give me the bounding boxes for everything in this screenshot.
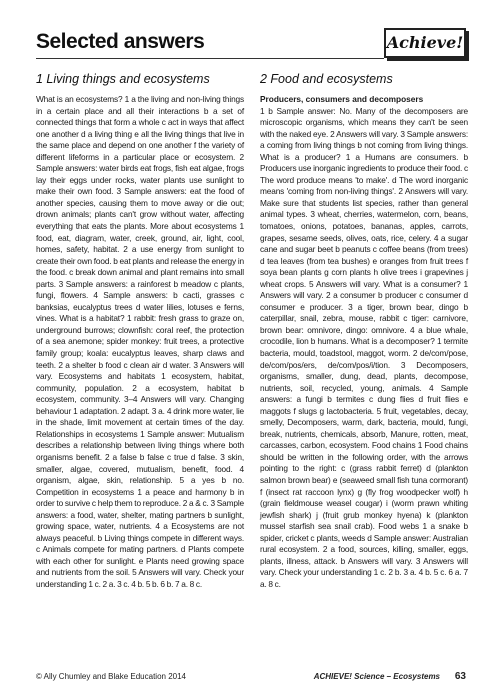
page-number: 63 [454, 671, 466, 682]
right-column [260, 72, 468, 590]
achieve-logo: Achieve! [384, 28, 466, 58]
series-title: ACHIEVE! Science – Ecosystems [313, 672, 440, 681]
copyright-notice: © Ally Chumley and Blake Education 2014 [36, 672, 186, 681]
section-heading-living-things: 1 Living things and ecosystems [36, 72, 210, 86]
right-answers-text: 1 b Sample answer: No. Many of the decomposers are microscopic organisms, which means they can't be seen with the naked eye. 2 Answers will vary. 3 Sample answers: a coming from living things b not coming from living things. What is a producer? 1 a Humans are consumers. b Producers use inorganic ingredients to produce their food. c The word produce means 'to make'. d The word inorganic means 'coming from non-living things'. 2 Answers will vary. Make sure that students list species, rather than general animal types. 3 wheat, cherries, watermelon, corn, beans, tomatoes, onions, potatoes, bananas, apples, carrots, grapes, sesame seeds, olives, oats, rice, celery. 4 a sugar cane and sugar beet b peanuts c coffee beans (from trees) d tea leaves (from tea bushes) e oranges from fruit trees f soya bean plants g corn plants h olive trees i grapevines j wheat crops. 5 Answers will vary. What is a consumer? 1 Answers will vary. 2 a consumer b producer c consumer d consumer e producer. 3 a tiger, brown bear, dingo b caterpillar, snail, zebra, mouse, rabbit c tiger: carnivore, brown bear: omnivore, dingo: omnivore. 4 a blue whale, crocodile, lion b humans. What is a decomposer? 1 termite bacteria, mould, toadstool, maggot, worm. 2 de/com/pose, de/com/pos/ers, de/com/pos/i/tion. 3 Decomposers, organisms, smaller, dung, dead, plants, decompose, nutrients, soil, recycled, young, animals. 4 Sample answers: a fungi b termites c dung flies d fruit flies e maggots f slugs g lactobacteria. 5 fruit, vegetables, decay, smelly, Decomposers, warm, dark, bacteria, mould, fungi, break, nutrients, chemicals, absorb, Manure, rotten, meat, carcasses, carbon, ecosystem. Food chains 1 Food chains should be written in the following order, with the arrows pointing to the right: c (grass rabbit ferret) d (plankton salmon brown bear) e (seaweed small fish tuna cormorant) f (insect rat raccoon lynx) g (fly frog woodpecker wolf) h (grain fieldmouse weasel cougar) i (worm prawn whiting jewfish shark) j (fruit grub monkey hyena) k (plankton mussel starfish sea snail crab). Food webs 1 a snake b spider, cricket c plants, weeds d Sample answer: Australian rural ecosystem. 2 a food, sources, killing, smaller, eggs, plants, illness, attack. b Answers will vary. 3 Answers will vary. Check your understanding 1 c. 2 b. 3 a. 4 b. 5 c. 6 a. 7 a. 8 c. [260, 105, 468, 589]
left-column [36, 72, 244, 591]
page-title: Selected answers [36, 30, 205, 53]
left-answers-text: What is an ecosystems? 1 a the living and non-living things in a certain place and all their interactions b a set of connected things that form a whole c act in ways that affect one another d a living thing e all the living things that live in the same place and depend on one another f the variety of different lifeforms in a particular place or ecosystem. 2 Sample answers: water birds eat frogs, fish eat algae, frogs lay their eggs under rocks, water plants use sunlight to make their own food. 3 Sample answers: eat the food of another species, causing them to move away or die out; drown animals; plants can't grow without water, affecting everything that eats the plants. More about ecosystems 1 food, eat, diagram, water, creek, ground, air, light, cool, homes, safety, habitat. 2 a use energy from sunlight to create their own food. b eat plants and release the energy in the food. c break down animal and plant remains into small parts. 3 Sample answers: a rainforest b meadow c plants, fungi, flowers. 4 Sample answers: b cacti, grasses c banksias, eucalyptus trees d water lilies, lotuses e ferns, vines. What is a habitat? 1 rabbit: fresh grass to graze on, underground burrows; clownfish: coral reef, the protection of a sea anemone; spider monkey: fruit trees, a protective family group; koala: eucalyptus leaves, sharp claws and teeth. 2 a shelter b food c clean air d water. 3 Answers will vary. Ecosystems and habitats 1 ecosystem, habitat, community, population. 2 a ecosystem, habitat b ecosystem, community. 3–4 Answers will vary. Changing behaviour 1 adaptation. 2 adapt. 3 a. 4 drink more water, lie in the shade, limit movement at certain times of the day. Relationships in ecosystems 1 Sample answer: Mutualism describes a relationship between living things where both organisms benefit. 2 a false b false c true d false. 3 skin, smaller, algae, covered, mutualism, benefit, food. 4 organism, algae, skin, relationship. 5 a yes b no. Competition in ecosystems 1 a peace and harmony b in order to survive c help them to reproduce. 2 a & c. 3 Sample answers: a food, water, shelter, mating partners b sunlight, growing space, water, nutrients. 4 a Ecosystems are not always peaceful. b Living things compete in different ways. c Animals compete for mating partners. d Plants compete with each other for sunlight. e Plants need growing space and nutrients from the soil. 5 Answers will vary. Check your understanding 1 c. 2 a. 3 c. 4 b. 5 b. 6 b. 7 a. 8 c. [36, 94, 244, 589]
title-rule [36, 58, 384, 59]
section-heading-food: 2 Food and ecosystems [260, 72, 393, 86]
subsection-heading: Producers, consumers and decomposers [260, 94, 424, 104]
page-footer [36, 672, 466, 684]
